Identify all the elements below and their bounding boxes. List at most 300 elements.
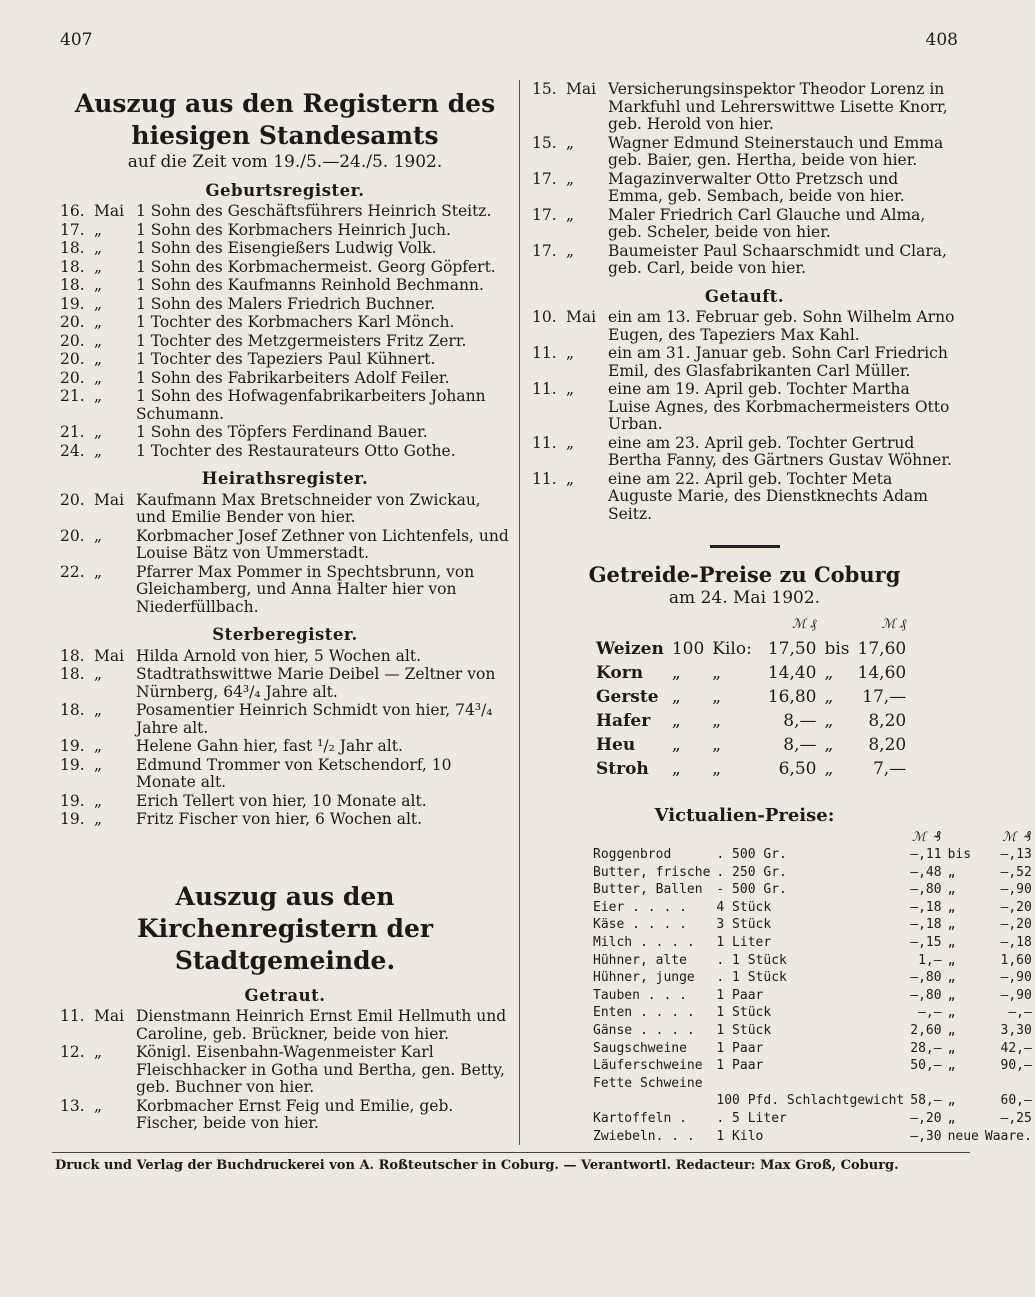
register-entry — [60, 203, 510, 221]
victuals-item: Gänse . . . . — [593, 1023, 695, 1039]
register-entry — [60, 1008, 510, 1043]
victuals-row — [590, 1022, 1035, 1040]
entry-text: Posamentier Heinrich Schmidt von hier, 74³/₄ Jahre alt. — [136, 701, 493, 737]
entry-text: Korbmacher Ernst Feig und Emilie, geb. Fischer, beide von hier. — [136, 1096, 454, 1132]
victuals-title: Victualien-Preise: — [654, 805, 835, 826]
victuals-sep: „ — [947, 1005, 956, 1021]
grain-name: Hafer — [596, 711, 651, 731]
empty-cell — [590, 829, 713, 847]
register-entry — [532, 435, 957, 470]
entry-date: 18. — [60, 701, 85, 719]
grain-sep: „ — [824, 687, 834, 707]
entry-text: ein am 13. Februar geb. Sohn Wilhelm Arno Eugen, des Tapeziers Max Kahl. — [608, 308, 955, 344]
entry-month: „ — [94, 441, 103, 460]
entry-text: Baumeister Paul Schaarschmidt und Clara, geb. Carl, beide von hier. — [608, 241, 947, 277]
grain-sep: „ — [824, 735, 834, 755]
register-entry — [60, 1098, 510, 1133]
entry-text: 1 Tochter des Metzgermeisters Fritz Zerr. — [136, 331, 467, 350]
deaths-list — [60, 648, 510, 829]
victuals-high-price: —,20 — [1000, 899, 1032, 915]
register-entry — [532, 471, 957, 524]
victuals-item: Fette Schweine — [593, 1075, 703, 1091]
victuals-low-price: 2,60 — [910, 1023, 942, 1039]
baptized-list — [532, 309, 957, 523]
victuals-low-price: —,11 — [910, 847, 942, 863]
register-entry — [532, 171, 957, 206]
grain-sep: „ — [824, 711, 834, 731]
entry-month: „ — [566, 433, 575, 452]
entry-month: „ — [94, 239, 103, 257]
victuals-sep: „ — [947, 899, 956, 915]
entry-date: 24. — [60, 441, 85, 460]
grain-qty: „ — [671, 759, 681, 779]
entry-month: Mai — [566, 80, 597, 98]
victuals-qty — [713, 1075, 907, 1093]
grain-qty: „ — [671, 663, 681, 683]
victuals-high-price: Waare. — [984, 1128, 1032, 1144]
grain-unit: „ — [712, 687, 722, 707]
victuals-item: Kartoffeln . — [593, 1111, 687, 1126]
entry-date: 11. — [532, 344, 557, 362]
register-entry — [60, 738, 510, 756]
grain-unit: „ — [712, 663, 722, 683]
empty-cell — [756, 757, 764, 781]
entry-date: 20. — [60, 331, 85, 350]
victuals-high-price: —,90 — [1000, 987, 1032, 1003]
register-entry — [60, 240, 510, 258]
entry-date: 20. — [60, 368, 85, 387]
victuals-item: Käse . . . . — [593, 917, 687, 933]
entry-date: 19. — [60, 294, 85, 313]
entry-month: „ — [94, 423, 103, 441]
empty-cell — [756, 709, 764, 733]
church-married-heading: Getraut. — [244, 985, 326, 1005]
victuals-qty: . 5 Liter — [716, 1111, 787, 1126]
entry-month: „ — [94, 220, 103, 239]
victuals-sep: „ — [947, 935, 956, 951]
mark-unit: ℳ — [881, 617, 896, 632]
entry-date: 12. — [60, 1043, 85, 1061]
register-entry — [532, 207, 957, 242]
victuals-qty: . 250 Gr. — [716, 864, 787, 880]
entry-month: „ — [94, 294, 103, 313]
victuals-row — [590, 934, 1035, 952]
victuals-low-price: —,— — [918, 1005, 942, 1021]
victuals-sep: „ — [947, 1040, 956, 1056]
empty-cell — [713, 829, 907, 847]
grain-sep: bis — [824, 639, 850, 659]
victuals-row — [590, 846, 1035, 864]
baptized-heading: Getauft. — [704, 286, 785, 306]
empty-cell — [945, 829, 982, 847]
victuals-sep — [945, 1075, 982, 1093]
victuals-item: Butter, frische — [593, 864, 711, 880]
entry-text: 1 Sohn des Korbmachers Heinrich Juch. — [136, 220, 451, 239]
victuals-item: Läuferschweine — [593, 1058, 703, 1074]
victuals-high-price: —,18 — [1000, 935, 1032, 951]
entry-text: Helene Gahn hier, fast ¹/₂ Jahr alt. — [136, 737, 403, 755]
victuals-row — [590, 1128, 1035, 1146]
entry-text: Erich Tellert von hier, 10 Monate alt. — [136, 791, 427, 810]
pfennig-unit: ₰ — [1024, 829, 1032, 845]
victuals-sep: „ — [947, 987, 956, 1003]
victuals-low-price: 1,— — [918, 952, 942, 968]
entry-month: „ — [94, 810, 103, 828]
victuals-qty: . 1 Stück — [716, 952, 787, 968]
married-continued-list — [532, 81, 957, 278]
grain-row — [592, 637, 910, 661]
entry-month: „ — [566, 205, 575, 224]
entry-text: Stadtrathswittwe Marie Deibel — Zeltner von Nürnberg, 64³/₄ Jahre alt. — [136, 665, 496, 701]
page-number-left: 407 — [60, 30, 93, 50]
victuals-item: Butter, Ballen — [593, 882, 703, 898]
grain-prices-title: Getreide-Preise zu Coburg — [588, 562, 901, 587]
victuals-qty: 1 Stück — [716, 1005, 772, 1021]
entry-month: Mai — [94, 490, 125, 509]
grain-low-price: 17,50 — [767, 639, 817, 659]
grain-high-price: 14,60 — [857, 663, 907, 683]
entry-text: 1 Sohn des Malers Friedrich Buchner. — [136, 294, 436, 313]
grain-sep: „ — [824, 759, 834, 779]
entry-text: eine am 19. April geb. Tochter Martha Luise Agnes, des Korbmachermeisters Otto Urban. — [608, 380, 950, 433]
register-entry — [60, 424, 510, 442]
grain-low-price: 8,— — [783, 711, 817, 731]
grain-high-price: 17,60 — [857, 639, 907, 659]
victuals-high-price: 1,60 — [1000, 952, 1032, 968]
victuals-sep: „ — [947, 1111, 956, 1126]
entry-text: Königl. Eisenbahn-Wagenmeister Karl Fleischhacker in Gotha und Bertha, gen. Betty, geb. Buchner von hier. — [136, 1043, 505, 1096]
victuals-item: Hühner, alte — [593, 952, 687, 968]
entry-date: 20. — [60, 526, 85, 545]
entry-date: 11. — [60, 1007, 85, 1025]
entry-date: 22. — [60, 562, 85, 581]
victuals-sep: „ — [947, 882, 956, 898]
victuals-low-price: —,48 — [910, 864, 942, 880]
register-entry — [532, 81, 957, 134]
register-entry — [60, 793, 510, 811]
victuals-row — [590, 952, 1035, 970]
victuals-qty: . 500 Gr. — [716, 847, 787, 863]
victuals-high-price: 42,— — [1000, 1040, 1032, 1056]
register-entry — [60, 370, 510, 388]
entry-text: Magazinverwalter Otto Pretzsch und Emma, geb. Sembach, beide von hier. — [608, 169, 905, 205]
victuals-sep: „ — [947, 1058, 956, 1074]
entry-month: „ — [94, 331, 103, 350]
victuals-low-price: —,20 — [910, 1111, 942, 1126]
victuals-row — [590, 1057, 1035, 1075]
register-entry — [60, 528, 510, 563]
victuals-row — [590, 1110, 1035, 1128]
entry-text: 1 Sohn des Korbmachermeist. Georg Göpfert. — [136, 257, 496, 276]
victuals-item: Enten . . . . — [593, 1005, 695, 1021]
entry-text: eine am 23. April geb. Tochter Gertrud Bertha Fanny, des Gärtners Gustav Wöhner. — [608, 433, 952, 469]
victuals-row — [590, 1092, 1035, 1110]
entry-text: Hilda Arnold von hier, 5 Wochen alt. — [136, 646, 422, 665]
entry-date: 21. — [60, 423, 85, 441]
entry-text: 1 Sohn des Eisengießers Ludwig Volk. — [136, 239, 437, 257]
victuals-low-price: —,30 — [910, 1128, 942, 1144]
civil-register-subtitle: auf die Zeit vom 19./5.—24./5. 1902. — [127, 152, 443, 172]
register-entry — [60, 443, 510, 461]
entry-date: 11. — [532, 469, 557, 488]
grain-prices-table — [592, 613, 910, 781]
victuals-sep: „ — [947, 917, 956, 933]
entry-text: Edmund Trommer von Ketschendorf, 10 Monate alt. — [136, 755, 452, 791]
unit-label — [907, 829, 944, 847]
section-rule — [710, 545, 780, 548]
grain-name: Stroh — [596, 759, 649, 779]
victuals-item: Tauben . . . — [593, 987, 687, 1003]
entry-text: Maler Friedrich Carl Glauche und Alma, geb. Scheler, beide von hier. — [608, 205, 926, 241]
victuals-qty: 1 Paar — [716, 1040, 764, 1056]
deaths-heading: Sterberegister. — [212, 625, 358, 644]
grain-row — [592, 661, 910, 685]
grain-name: Heu — [596, 735, 636, 755]
grain-high-price: 7,— — [872, 759, 907, 779]
entry-month: „ — [566, 469, 575, 488]
grain-high-price: 8,20 — [868, 735, 907, 755]
entry-date: 19. — [60, 755, 85, 774]
right-column — [532, 80, 1032, 1145]
marriages-list — [60, 492, 510, 617]
victuals-qty: 4 Stück — [716, 899, 772, 915]
marriages-heading: Heirathsregister. — [201, 469, 369, 488]
victuals-high-price: 90,— — [1000, 1058, 1032, 1074]
register-entry — [60, 388, 510, 423]
register-entry — [60, 492, 510, 527]
register-entry — [60, 702, 510, 737]
victuals-high-price: —,52 — [1000, 864, 1032, 880]
entry-month: Mai — [566, 308, 597, 326]
grain-unit: „ — [712, 759, 722, 779]
victuals-item — [590, 1092, 713, 1110]
grain-row — [592, 685, 910, 709]
church-register-title: Auszug aus den Kirchenregistern der Stadtgemeinde. — [136, 881, 434, 975]
victuals-low-price: —,18 — [910, 917, 942, 933]
register-entry — [532, 135, 957, 170]
grain-qty: „ — [671, 687, 681, 707]
victuals-sep: „ — [947, 970, 956, 986]
register-entry — [60, 296, 510, 314]
register-entry — [60, 811, 510, 829]
entry-month: „ — [94, 276, 103, 294]
entry-month: „ — [94, 562, 103, 581]
entry-month: „ — [94, 1096, 103, 1115]
mark-unit: ℳ — [912, 829, 926, 845]
entry-date: 13. — [60, 1096, 85, 1115]
grain-high-price: 8,20 — [868, 711, 907, 731]
entry-text: 1 Tochter des Restaurateurs Otto Gothe. — [136, 441, 456, 460]
entry-text: Kaufmann Max Bretschneider von Zwickau, und Emilie Bender von hier. — [136, 490, 481, 526]
entry-date: 17. — [60, 220, 85, 239]
victuals-qty: 1 Stück — [716, 1023, 772, 1039]
register-entry — [60, 259, 510, 277]
victuals-high-price: —,20 — [1000, 917, 1032, 933]
entry-date: 17. — [532, 169, 557, 188]
victuals-row — [590, 864, 1035, 882]
entry-text: Wagner Edmund Steinerstauch und Emma geb. Baier, gen. Hertha, beide von hier. — [608, 133, 944, 169]
register-entry — [60, 1044, 510, 1097]
victuals-low-price: —,80 — [910, 970, 942, 986]
grain-low-price: 14,40 — [767, 663, 817, 683]
pfennig-unit: ₰ — [933, 829, 942, 845]
entry-month: „ — [94, 350, 103, 368]
victuals-low-price: —,18 — [910, 899, 942, 915]
entry-text: 1 Sohn des Hofwagenfabrikarbeiters Johann Schumann. — [136, 387, 486, 423]
imprint-footer: Druck und Verlag der Buchdruckerei von A. Roßteutscher in Coburg. — Verantwortl. Redacteur: Max Groß, Coburg. — [55, 1158, 899, 1173]
entry-date: 20. — [60, 350, 85, 368]
grain-qty: „ — [671, 735, 681, 755]
grain-row — [592, 733, 910, 757]
unit-label — [854, 613, 911, 637]
register-entry — [60, 333, 510, 351]
victuals-high-price: 3,30 — [1000, 1023, 1032, 1039]
grain-row — [592, 757, 910, 781]
mark-unit: ℳ — [1002, 829, 1017, 845]
grain-qty: „ — [671, 711, 681, 731]
entry-month: „ — [566, 380, 575, 398]
victuals-qty: 1 Liter — [716, 935, 772, 951]
entry-month: „ — [566, 344, 575, 362]
entry-text: 1 Tochter des Korbmachers Karl Mönch. — [136, 313, 455, 331]
grain-row — [592, 709, 910, 733]
victuals-sep: „ — [947, 1023, 956, 1039]
victuals-sep: bis — [947, 847, 972, 863]
entry-text: Pfarrer Max Pommer in Spechtsbrunn, von Gleichamberg, und Anna Halter hier von Niederfüllbach. — [136, 562, 475, 616]
victuals-high-price: —,25 — [1000, 1111, 1032, 1126]
victuals-low-price: 50,— — [910, 1058, 942, 1074]
entry-month: „ — [94, 665, 103, 683]
church-married-list — [60, 1008, 510, 1133]
page-number-right: 408 — [925, 30, 958, 50]
victuals-row — [590, 1075, 1035, 1093]
victuals-qty: 1 Kilo — [716, 1128, 764, 1144]
entry-text: Korbmacher Josef Zethner von Lichtenfels, und Louise Bätz von Ummerstadt. — [136, 526, 509, 562]
grain-prices-date: am 24. Mai 1902. — [668, 587, 821, 608]
entry-date: 10. — [532, 308, 557, 326]
entry-text: 1 Sohn des Geschäftsführers Heinrich Steitz. — [136, 202, 492, 220]
victuals-row — [590, 881, 1035, 899]
column-divider — [519, 80, 520, 1145]
grain-name: Weizen — [596, 639, 664, 659]
entry-month: „ — [94, 791, 103, 810]
entry-month: „ — [94, 368, 103, 387]
entry-date: 18. — [60, 646, 85, 665]
grain-low-price: 8,— — [783, 735, 817, 755]
victuals-high-price: 60,— — [1000, 1093, 1032, 1109]
grain-low-price: 16,80 — [767, 687, 817, 707]
grain-name: Korn — [596, 663, 644, 683]
victuals-high-price: —,13 — [1000, 847, 1032, 863]
victuals-unit-header — [590, 829, 1035, 847]
grain-low-price: 6,50 — [778, 759, 817, 779]
victuals-sep: „ — [947, 952, 956, 968]
entry-date: 20. — [60, 313, 85, 331]
victuals-sep: „ — [947, 864, 956, 880]
entry-date: 11. — [532, 433, 557, 452]
births-list — [60, 203, 510, 460]
empty-cell — [756, 733, 764, 757]
entry-month: „ — [94, 737, 103, 755]
entry-date: 19. — [60, 791, 85, 810]
entry-text: ein am 31. Januar geb. Sohn Carl Friedrich Emil, des Glasfabrikanten Carl Müller. — [608, 344, 948, 380]
entry-month: Mai — [94, 646, 125, 665]
victuals-item: Zwiebeln. . . — [593, 1128, 695, 1144]
entry-text: 1 Tochter des Tapeziers Paul Kühnert. — [136, 350, 436, 368]
register-entry — [532, 345, 957, 380]
victuals-item: Eier . . . . — [593, 899, 687, 915]
grain-high-price: 17,— — [862, 687, 907, 707]
victuals-qty: 3 Stück — [716, 917, 772, 933]
victuals-row — [590, 1040, 1035, 1058]
entry-month: „ — [566, 241, 575, 260]
victuals-qty: 100 Pfd. Schlachtgewicht — [716, 1093, 905, 1109]
entry-date: 18. — [60, 665, 85, 683]
victuals-low-price: —,80 — [910, 987, 942, 1003]
entry-month: „ — [566, 133, 575, 152]
entry-text: 1 Sohn des Kaufmanns Reinhold Bechmann. — [136, 276, 484, 294]
victuals-qty: . 1 Stück — [716, 970, 787, 986]
victuals-low-price: —,15 — [910, 935, 942, 951]
entry-month: „ — [94, 1043, 103, 1061]
register-entry — [60, 277, 510, 295]
entry-date: 17. — [532, 241, 557, 260]
entry-month: Mai — [94, 202, 125, 220]
register-entry — [60, 222, 510, 240]
empty-cell — [708, 613, 756, 637]
unit-label — [982, 829, 1035, 847]
register-entry — [60, 757, 510, 792]
victuals-row — [590, 987, 1035, 1005]
entry-month: „ — [94, 526, 103, 545]
mark-unit: ℳ — [791, 617, 806, 632]
entry-month: „ — [94, 387, 103, 405]
entry-date: 19. — [60, 810, 85, 828]
footer-rule — [52, 1152, 970, 1153]
victuals-qty: 1 Paar — [716, 1058, 764, 1074]
entry-text: 1 Sohn des Fabrikarbeiters Adolf Feiler. — [136, 368, 450, 387]
entry-month: Mai — [94, 1007, 125, 1025]
victuals-qty: - 500 Gr. — [716, 882, 787, 898]
entry-text: 1 Sohn des Töpfers Ferdinand Bauer. — [136, 423, 428, 441]
victuals-low-price: 28,— — [910, 1040, 942, 1056]
entry-date: 18. — [60, 239, 85, 257]
entry-date: 16. — [60, 202, 85, 220]
entry-month: „ — [94, 755, 103, 774]
entry-month: „ — [94, 257, 103, 276]
entry-text: Versicherungsinspektor Theodor Lorenz in Markfuhl und Lehrerswittwe Lisette Knorr, geb. Herold von hier. — [608, 80, 948, 133]
entry-date: 19. — [60, 737, 85, 755]
victuals-high-price: —,— — [1008, 1005, 1032, 1021]
births-heading: Geburtsregister. — [205, 180, 365, 200]
left-column — [60, 80, 510, 1134]
entry-date: 17. — [532, 205, 557, 224]
pfennig-unit: ₰ — [809, 617, 817, 632]
empty-cell — [756, 661, 764, 685]
victuals-sep: neue — [947, 1128, 979, 1144]
pfennig-unit: ₰ — [899, 617, 907, 632]
entry-month: „ — [94, 313, 103, 331]
register-entry — [60, 564, 510, 617]
entry-date: 11. — [532, 380, 557, 398]
empty-cell — [592, 613, 668, 637]
grain-unit: „ — [712, 735, 722, 755]
entry-date: 18. — [60, 276, 85, 294]
victuals-qty: 1 Paar — [716, 987, 764, 1003]
victuals-item: Saugschweine — [593, 1040, 687, 1056]
unit-label — [764, 613, 821, 637]
register-entry — [532, 381, 957, 434]
